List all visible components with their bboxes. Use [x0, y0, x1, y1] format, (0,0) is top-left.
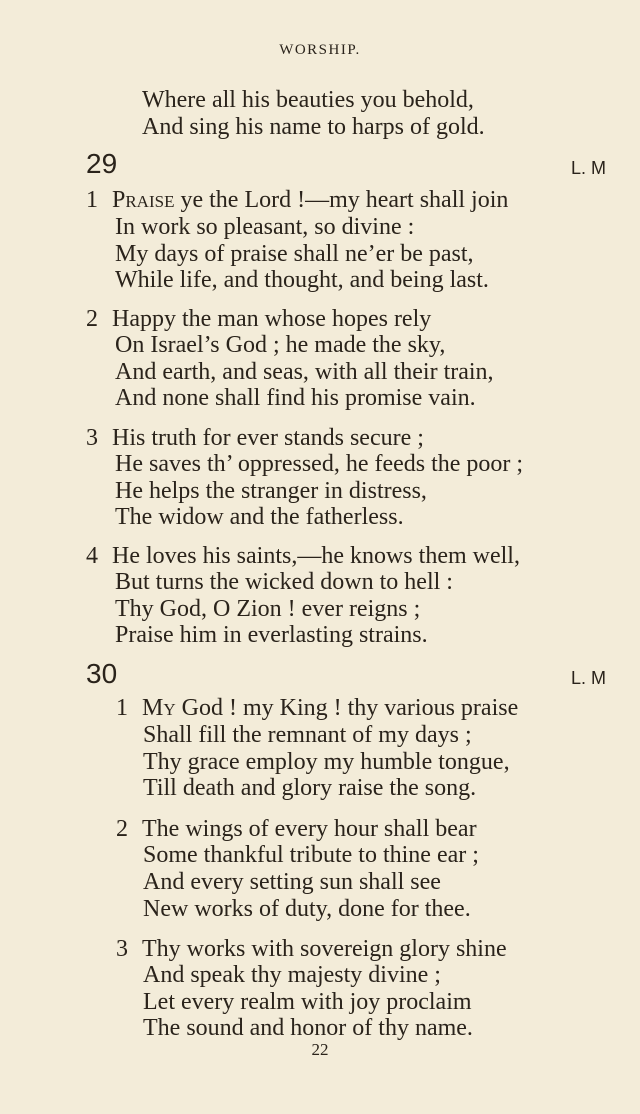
hymn-meter: L. M — [570, 158, 606, 178]
verse-line: New works of duty, done for thee. — [143, 896, 471, 922]
verse-first-rest: ye the Lord !—my heart shall join — [174, 187, 509, 213]
verse-number: 1 — [116, 695, 128, 721]
verse-line: Let every realm with joy proclaim — [143, 989, 472, 1015]
carryover-line: And sing his name to harps of gold. — [142, 114, 485, 140]
verse-number: 3 — [86, 425, 98, 451]
verse-line: Some thankful tribute to thine ear ; — [143, 842, 479, 868]
verse-first-line — [86, 542, 520, 570]
verse-line: On Israel’s God ; he made the sky, — [115, 332, 446, 358]
verse-line: The sound and honor of thy name. — [143, 1015, 473, 1041]
page-number: 22 — [311, 1040, 329, 1059]
running-head: WORSHIP. — [279, 42, 361, 58]
hymn-number: 30 — [86, 658, 118, 689]
verse-first-line — [86, 424, 424, 452]
verse-number: 3 — [116, 936, 128, 962]
verse-line: In work so pleasant, so divine : — [115, 214, 415, 240]
verse-line: But turns the wicked down to hell : — [115, 569, 453, 595]
verse-line: Thy God, O Zion ! ever reigns ; — [115, 596, 421, 622]
verse-first-text: Thy works with sovereign glory shine — [142, 936, 507, 962]
verse-first-text: The wings of every hour shall bear — [142, 816, 477, 842]
verse-number: 4 — [86, 543, 98, 569]
verse-number: 1 — [86, 187, 98, 213]
verse-first-line — [116, 815, 477, 843]
verse-line: And none shall find his promise vain. — [115, 385, 476, 411]
verse-first-line — [86, 186, 508, 214]
verse-number: 2 — [116, 816, 128, 842]
verse-line: He saves th’ oppressed, he feeds the poor ; — [115, 451, 524, 477]
verse-first-line — [116, 694, 518, 722]
verse-first-text: His truth for ever stands secure ; — [112, 425, 424, 451]
verse-line: Thy grace employ my humble tongue, — [143, 749, 510, 775]
verse-line: He helps the stranger in distress, — [115, 478, 427, 504]
verse-line: The widow and the fatherless. — [115, 504, 404, 530]
verse-first-rest: God ! my King ! thy various praise — [175, 695, 519, 721]
verse-number: 2 — [86, 306, 98, 332]
verse-first-line — [86, 305, 431, 333]
verse-first-word: Praise — [112, 187, 175, 213]
verse-line: And every setting sun shall see — [143, 869, 441, 895]
verse-first-line — [116, 935, 507, 963]
verse-line: And earth, and seas, with all their train, — [115, 359, 494, 385]
verse-line: Praise him in everlasting strains. — [115, 622, 428, 648]
verse-line: My days of praise shall ne’er be past, — [115, 241, 474, 267]
verse-first-text: Happy the man whose hopes rely — [112, 306, 432, 332]
verse-line: And speak thy majesty divine ; — [143, 962, 441, 988]
hymn-number: 29 — [86, 148, 118, 179]
verse-first-text: He loves his saints,—he knows them well, — [112, 543, 520, 569]
hymn-meter: L. M — [570, 668, 606, 688]
verse-line: Shall fill the remnant of my days ; — [143, 722, 472, 748]
verse-line: Till death and glory raise the song. — [143, 775, 477, 801]
carryover-line: Where all his beauties you behold, — [142, 87, 474, 113]
verse-first-word: My — [142, 695, 176, 721]
verse-line: While life, and thought, and being last. — [115, 267, 489, 293]
